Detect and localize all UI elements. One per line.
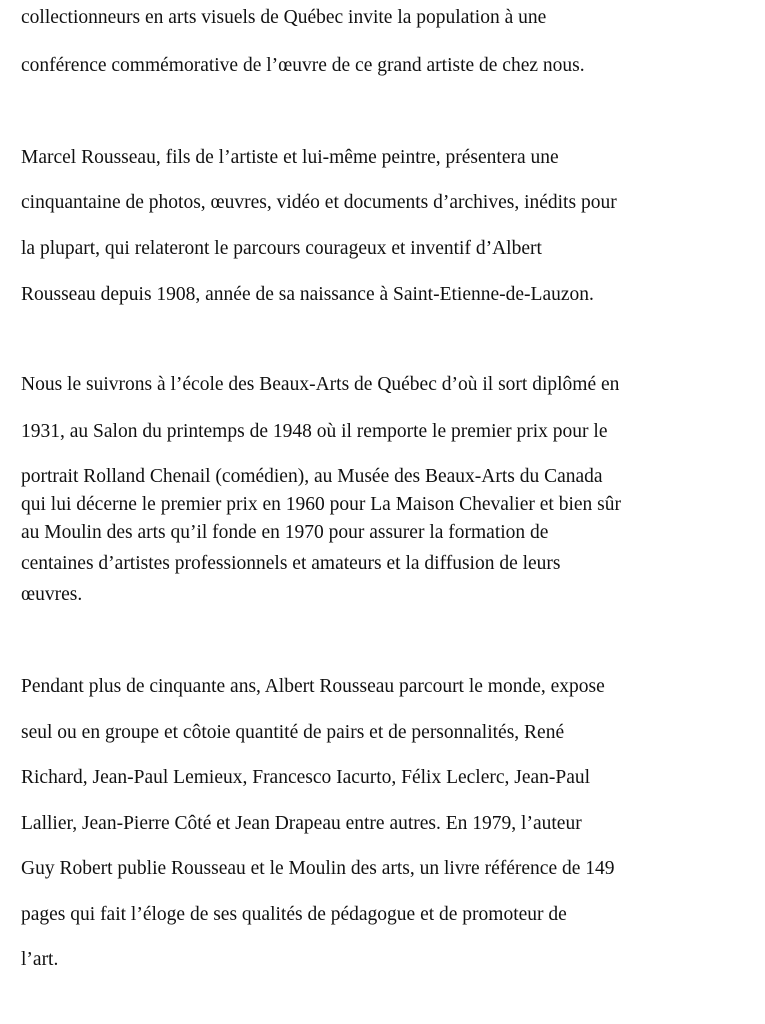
paragraph-2-line-4: Rousseau depuis 1908, année de sa naissance à Saint-Etienne-de-Lauzon.	[21, 284, 594, 305]
paragraph-3-line-4: qui lui décerne le premier prix en 1960 pour La Maison Chevalier et bien sûr	[21, 494, 621, 515]
paragraph-1-line-1: collectionneurs en arts visuels de Québec invite la population à une	[21, 7, 547, 28]
paragraph-3-line-7: œuvres.	[21, 584, 83, 605]
paragraph-2-line-3: la plupart, qui relateront le parcours courageux et inventif d’Albert	[21, 238, 542, 259]
paragraph-3-line-1: Nous le suivrons à l’école des Beaux-Arts de Québec d’où il sort diplômé en	[21, 374, 620, 395]
paragraph-4-line-2: seul ou en groupe et côtoie quantité de pairs et de personnalités, René	[21, 722, 565, 743]
paragraph-4-line-5: Guy Robert publie Rousseau et le Moulin des arts, un livre référence de 149	[21, 858, 615, 879]
paragraph-3-line-6: centaines d’artistes professionnels et amateurs et la diffusion de leurs	[21, 553, 561, 574]
paragraph-4-line-7: l’art.	[21, 949, 59, 970]
paragraph-3-line-5: au Moulin des arts qu’il fonde en 1970 pour assurer la formation de	[21, 522, 549, 543]
paragraph-3-line-2: 1931, au Salon du printemps de 1948 où il remporte le premier prix pour le	[21, 421, 608, 442]
paragraph-4-line-4: Lallier, Jean-Pierre Côté et Jean Drapeau entre autres. En 1979, l’auteur	[21, 813, 582, 834]
paragraph-2-line-1: Marcel Rousseau, fils de l’artiste et lui-même peintre, présentera une	[21, 147, 559, 168]
paragraph-1-line-2: conférence commémorative de l’œuvre de ce grand artiste de chez nous.	[21, 55, 585, 76]
paragraph-4-line-1: Pendant plus de cinquante ans, Albert Rousseau parcourt le monde, expose	[21, 676, 605, 697]
paragraph-4-line-6: pages qui fait l’éloge de ses qualités de pédagogue et de promoteur de	[21, 904, 567, 925]
paragraph-4-line-3: Richard, Jean-Paul Lemieux, Francesco Iacurto, Félix Leclerc, Jean-Paul	[21, 767, 591, 788]
paragraph-2-line-2: cinquantaine de photos, œuvres, vidéo et documents d’archives, inédits pour	[21, 192, 617, 213]
paragraph-3-line-3: portrait Rolland Chenail (comédien), au Musée des Beaux-Arts du Canada	[21, 466, 603, 487]
